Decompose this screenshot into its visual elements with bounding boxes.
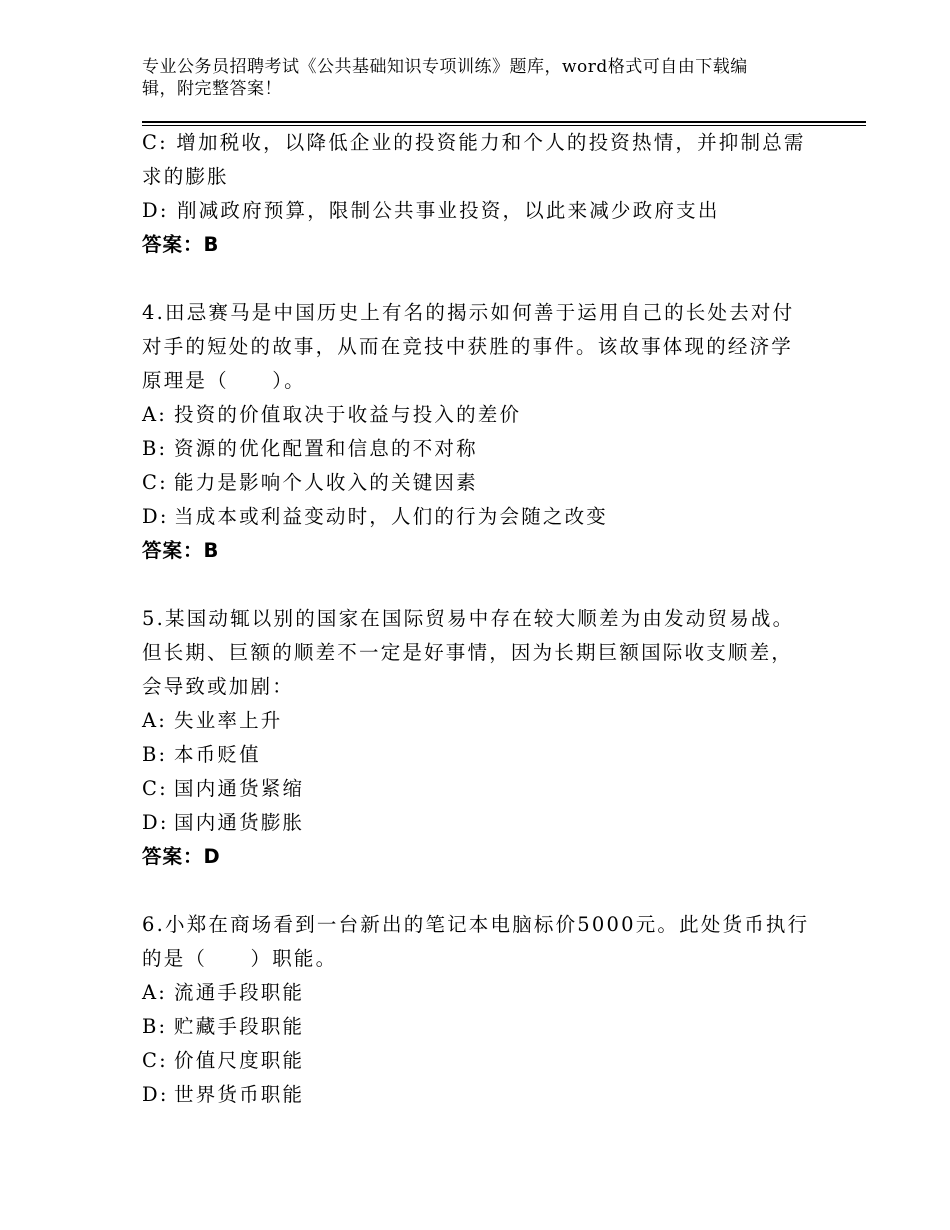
header-line-1: 专业公务员招聘考试《公共基础知识专项训练》题库，word格式可自由下载编	[142, 57, 748, 77]
header-line-2: 辑，附完整答案！	[142, 79, 282, 99]
answer-label: 答案：D	[142, 845, 221, 868]
question-stem-line: 5.某国动辄以别的国家在国际贸易中存在较大顺差为由发动贸易战。	[142, 607, 795, 630]
option-c: C: 增加税收，以降低企业的投资能力和个人的投资热情，并抑制总需	[142, 131, 806, 154]
option-a: A: 流通手段职能	[142, 981, 305, 1004]
option-a: A: 投资的价值取决于收益与投入的差价	[142, 403, 522, 426]
option-d: D: 世界货币职能	[142, 1083, 305, 1106]
option-d: D: 国内通货膨胀	[142, 811, 305, 834]
option-b: B: 本币贬值	[142, 743, 261, 766]
option-c: C: 能力是影响个人收入的关键因素	[142, 471, 478, 494]
question-stem-line: 的是（ ）职能。	[142, 947, 338, 970]
page-header	[142, 56, 792, 100]
spacer	[142, 262, 807, 296]
question-5	[142, 602, 807, 874]
question-content	[142, 126, 810, 1112]
question-stem-line: 会导致或加剧：	[142, 675, 294, 698]
option-b: B: 资源的优化配置和信息的不对称	[142, 437, 478, 460]
option-c: C: 价值尺度职能	[142, 1049, 305, 1072]
option-c: C: 国内通货紧缩	[142, 777, 305, 800]
question-stem-line: 4.田忌赛马是中国历史上有名的揭示如何善于运用自己的长处去对付	[142, 301, 795, 324]
question-stem-line: 但长期、巨额的顺差不一定是好事情，因为长期巨额国际收支顺差，	[142, 641, 794, 664]
option-c-continuation: 求的膨胀	[142, 165, 229, 188]
question-6	[142, 908, 810, 1112]
answer-label: 答案：B	[142, 233, 220, 256]
spacer	[142, 568, 807, 602]
option-d: D: 削减政府预算，限制公共事业投资，以此来减少政府支出	[142, 199, 720, 222]
question-stem-line: 6.小郑在商场看到一台新出的笔记本电脑标价5000元。此处货币执行	[142, 913, 810, 936]
answer-label: 答案：B	[142, 539, 220, 562]
option-d: D: 当成本或利益变动时，人们的行为会随之改变	[142, 505, 609, 528]
option-a: A: 失业率上升	[142, 709, 283, 732]
question-stem-line: 对手的短处的故事，从而在竞技中获胜的事件。该故事体现的经济学	[142, 335, 794, 358]
header-rule-thick	[142, 121, 866, 123]
spacer	[142, 874, 807, 908]
option-b: B: 贮藏手段职能	[142, 1015, 305, 1038]
question-stem-line: 原理是（ ）。	[142, 369, 306, 392]
question-3-tail	[142, 126, 807, 262]
question-4	[142, 296, 807, 568]
